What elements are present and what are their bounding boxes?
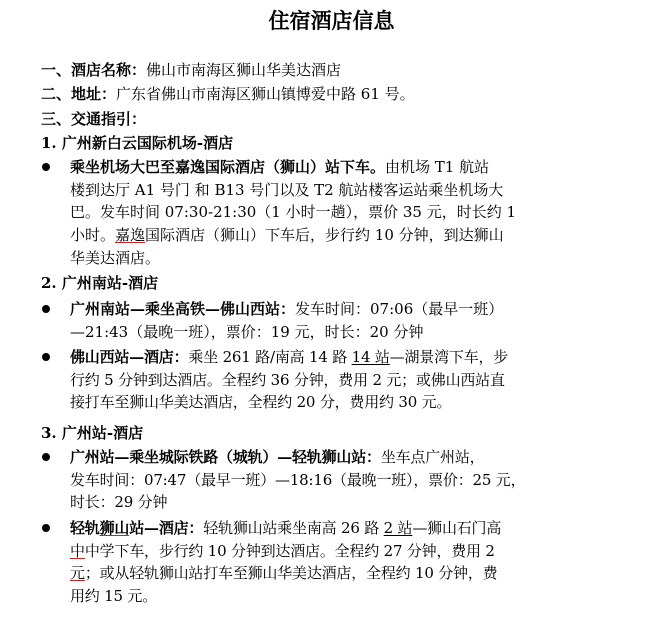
route2-b1-bold: 广州南站—乘坐高铁—佛山西站：	[70, 300, 296, 318]
address-value: 广东省佛山市南海区狮山镇博爱中路 61 号。	[116, 85, 415, 103]
route1-heading: 1. 广州新白云国际机场-酒店	[41, 134, 234, 152]
route3-b2-bold-u: 狮山	[99, 519, 130, 537]
route2-b2-text-1b: —湖景湾下车，步	[389, 348, 509, 366]
route1-text-4b: 国际酒店（狮山）下车后，步行约 10 分钟，到达狮山	[145, 226, 504, 245]
hotel-name-line	[41, 60, 663, 80]
route2-b2-text-1a: 乘坐 261 路/南高 14 路	[188, 348, 352, 366]
route2-highspeed-text	[70, 298, 605, 343]
route1-text-4a: 小时。	[70, 226, 116, 245]
route2-b1-text-2: —21:43（最晚一班），票价：19 元，时长：20 分钟	[70, 322, 424, 341]
route2-heading: 2. 广州南站-酒店	[41, 274, 159, 292]
route3-b2-text-2u: 中	[70, 541, 85, 560]
hotel-name-value: 佛山市南海区狮山华美达酒店	[146, 61, 342, 79]
route1-text-5: 华美达酒店。	[70, 248, 161, 267]
route2-b1-text-1: 发车时间：07:06（最早一班）	[295, 300, 504, 318]
address-line	[41, 84, 663, 104]
bullet-icon	[42, 163, 50, 171]
route3-b1-text-2: 发车时间：07:47（最早一班）—18:16（最晚一班），票价：25 元，	[70, 470, 526, 489]
route1-bold: 乘坐机场大巴至嘉逸国际酒店（狮山）站下车。	[70, 158, 386, 176]
bullet-icon	[42, 353, 50, 361]
route3-b2-bold-2: 站—酒店：	[129, 519, 204, 537]
route3-b2-bold-1: 轻轨	[70, 519, 100, 537]
route3-b2-text-1b: —狮山石门高	[412, 519, 502, 537]
route2-bus-text	[70, 346, 605, 414]
route3-b2-text-1a: 轻轨狮山站乘坐南高 26 路	[203, 519, 384, 537]
route1-airport-bus-text	[70, 156, 605, 270]
route2-b2-text-1u: 14 站	[351, 348, 390, 366]
bullet-icon	[42, 524, 50, 532]
route3-heading: 3. 广州站-酒店	[41, 424, 144, 442]
route3-b2-text-4: 用约 15 元。	[70, 587, 158, 606]
hotel-name-label: 一、酒店名称：	[41, 61, 147, 79]
route2-b2-text-3: 接打车至狮山华美达酒店，全程约 20 分，费用约 30 元。	[70, 393, 452, 412]
route3-light-rail-text	[70, 517, 605, 608]
address-label: 二、地址：	[41, 85, 117, 103]
route3-b2-text-3b: ；或从轻轨狮山站打车至狮山华美达酒店，全程约 10 分钟，费	[84, 564, 498, 583]
route2-b2-bold: 佛山西站—酒店：	[70, 348, 189, 366]
bullet-icon	[42, 305, 50, 313]
route1-text-3: 巴。发车时间 07:30-21:30（1 小时一趟），票价 35 元，时长约 1	[70, 203, 517, 222]
bullet-icon	[42, 453, 50, 461]
route3-b2-text-2b: 中学下车，步行约 10 分钟到达酒店。全程约 27 分钟，费用 2	[84, 541, 495, 560]
route3-b1-bold: 广州站—乘坐城际铁路（城轨）—轻轨狮山站：	[70, 448, 381, 466]
route3-b1-text-1: 坐车点广州站，	[380, 448, 485, 466]
transport-heading: 三、交通指引：	[41, 110, 147, 128]
route2-b2-text-2: 行约 5 分钟到达酒店。全程约 36 分钟，费用 2 元；或佛山西站直	[70, 370, 505, 389]
route3-b1-text-3: 时长：29 分钟	[70, 493, 168, 512]
route1-text-1: 由机场 T1 航站	[385, 158, 490, 176]
page-title: 住宿酒店信息	[268, 9, 395, 33]
route1-text-4u: 嘉逸	[115, 226, 146, 245]
route3-b2-text-3a: 元	[70, 564, 85, 583]
route1-text-2: 楼到达厅 A1 号门 和 B13 号门以及 T2 航站楼客运站乘坐机场大	[70, 180, 504, 199]
route3-intercity-text	[70, 446, 605, 514]
route3-b2-text-1u: 2 站	[383, 519, 413, 537]
